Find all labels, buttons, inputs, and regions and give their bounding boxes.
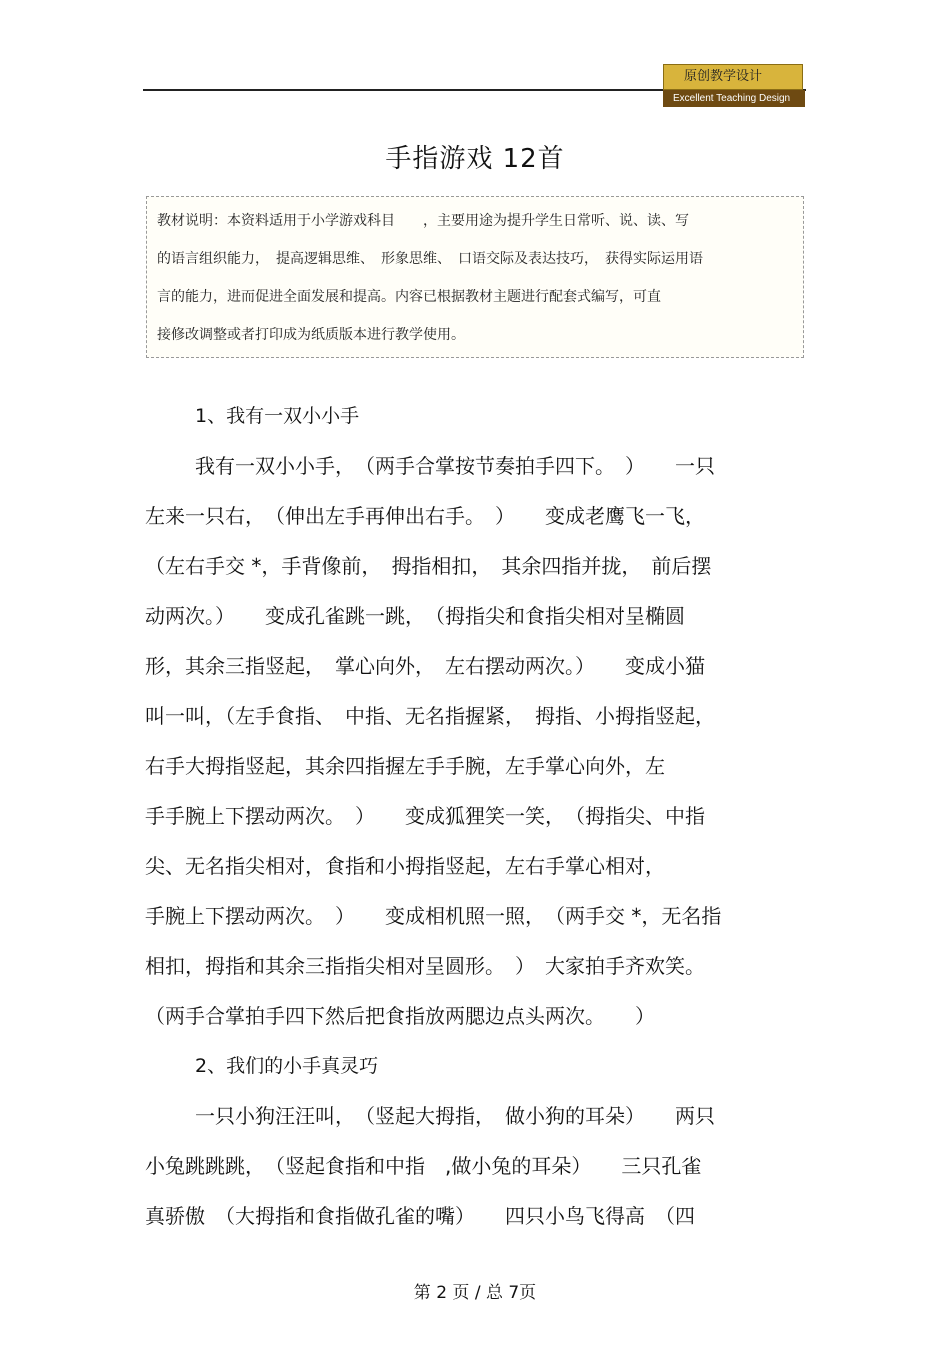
page-title: 手指游戏 12首 (385, 144, 565, 174)
paragraph-line: 右手大拇指竖起，其余四指握左手手腕，左手掌心向外，左 (145, 754, 665, 778)
main-content (145, 391, 805, 1241)
paragraph-line: 小兔跳跳跳， （竖起食指和中指 ,做小兔的耳朵） 三只孔雀 (145, 1154, 702, 1178)
paragraph-line: （两手合掌拍手四下然后把食指放两腮边点头两次。 ） (145, 1004, 655, 1028)
paragraph-line: 真骄傲 （大拇指和食指做孔雀的嘴） 四只小鸟飞得高 （四 (145, 1204, 695, 1228)
note-line: 的语言组织能力， 提高逻辑思维、 形象思维、 口语交际及表达技巧， 获得实际运用语 (157, 251, 703, 267)
header-badge-cn: 原创教学设计 (663, 64, 803, 90)
page-footer: 第 2 页 / 总 7页 (413, 1283, 537, 1303)
paragraph-line: 形，其余三指竖起， 掌心向外， 左右摆动两次。） 变成小猫 (145, 654, 705, 678)
header-badge-en: Excellent Teaching Design (663, 90, 805, 107)
section-heading: 2、我们的小手真灵巧 (195, 1055, 379, 1077)
section-heading: 1、我有一双小小手 (195, 405, 360, 427)
paragraph-line: 手腕上下摆动两次。 ） 变成相机照一照， （两手交 *，无名指 (145, 904, 722, 928)
material-note-box (146, 196, 804, 358)
paragraph-line: 动两次。） 变成孔雀跳一跳， （拇指尖和食指尖相对呈椭圆 (145, 604, 685, 628)
paragraph-line: 相扣，拇指和其余三指指尖相对呈圆形。 ） 大家拍手齐欢笑。 (145, 954, 705, 978)
paragraph-line: 左来一只右， （伸出左手再伸出右手。 ） 变成老鹰飞一飞， (145, 504, 705, 528)
note-line: 接修改调整或者打印成为纸质版本进行教学使用。 (157, 327, 465, 343)
paragraph-line: （左右手交 *，手背像前， 拇指相扣， 其余四指并拢， 前后摆 (145, 554, 712, 578)
note-line: 教材说明：本资料适用于小学游戏科目 ，主要用途为提升学生日常听、说、读、写 (157, 213, 689, 229)
paragraph-line: 尖、无名指尖相对，食指和小拇指竖起，左右手掌心相对， (145, 854, 665, 878)
paragraph-line: 手手腕上下摆动两次。 ） 变成狐狸笑一笑， （拇指尖、中指 (145, 804, 705, 828)
note-line: 言的能力，进而促进全面发展和提高。内容已根据教材主题进行配套式编写，可直 (157, 289, 661, 305)
paragraph-line: 叫一叫，（左手食指、 中指、无名指握紧， 拇指、小拇指竖起， (145, 704, 715, 728)
paragraph-line: 一只小狗汪汪叫， （竖起大拇指， 做小狗的耳朵） 两只 (195, 1104, 715, 1128)
paragraph-line: 我有一双小小手， （两手合掌按节奏拍手四下。 ） 一只 (195, 454, 715, 478)
